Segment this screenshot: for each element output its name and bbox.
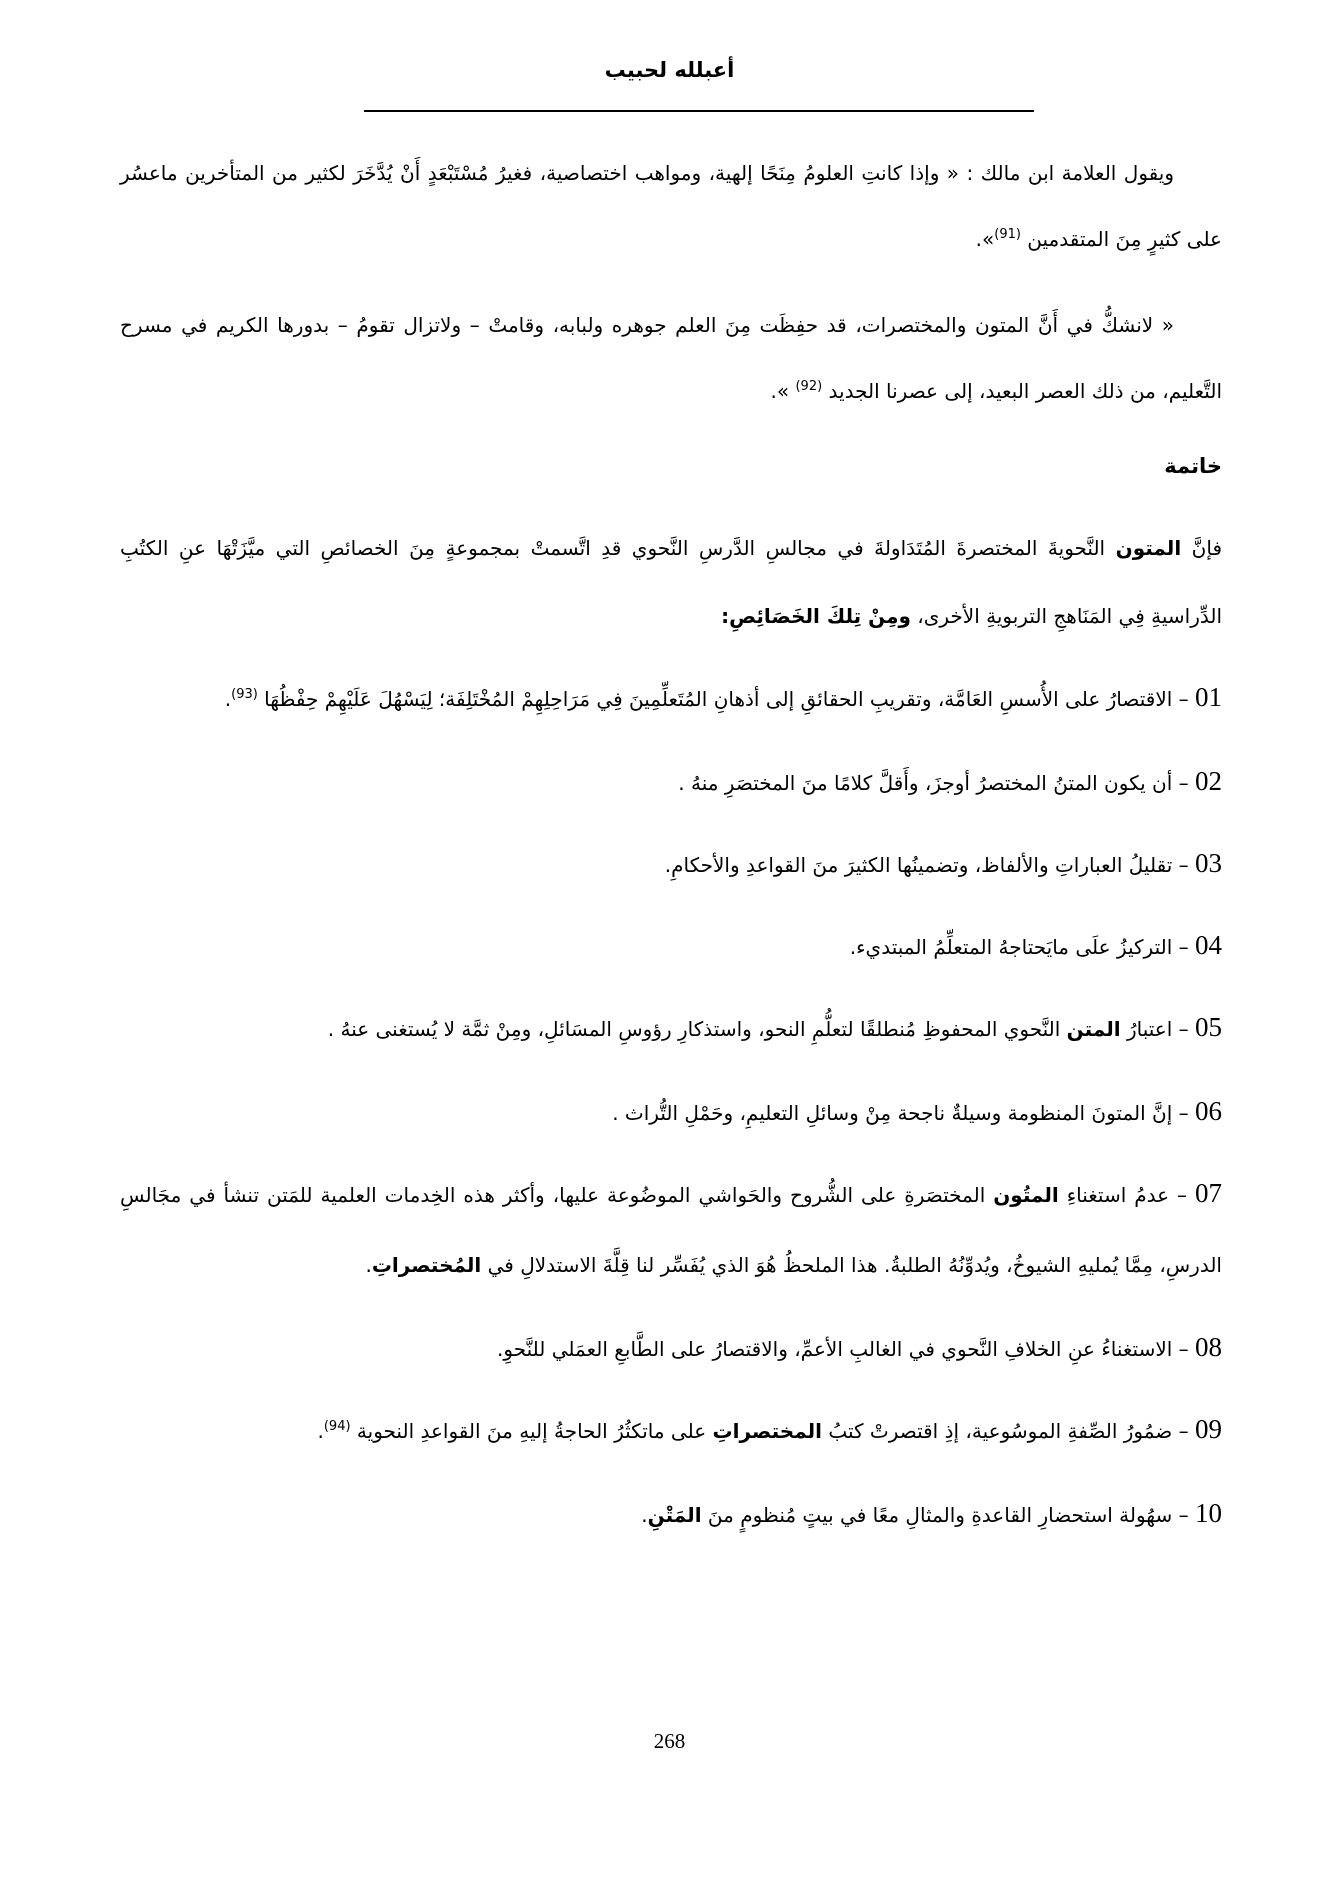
footnote-ref-93: (93) — [231, 687, 258, 703]
footnote-ref-91: (91) — [994, 227, 1021, 243]
section-heading-conclusion: خاتمة — [1164, 454, 1222, 478]
list-item-04: 04 – التركيزُ علَى مايَحتاجهُ المتعلِّمُ المبتديء. — [849, 930, 1222, 960]
list-item-09: 09 – ضمُورُ الصِّفةِ الموسُوعية، إذِ اقتصرتْ كتبُ المختصراتِ على ماتكثُرُ الحاجةُ إليهِ منَ القواعدِ النحوية $^{(94)}$. — [317, 1414, 1222, 1444]
list-item-06: 06 – إنَّ المتونَ المنظومة وسيلةٌ ناجحة مِنْ وسائلِ التعليمِ، وحَمْلِ التُّراث . — [612, 1096, 1222, 1126]
conclusion-intro: فإنَّ المتون النَّحويةَ المختصرةَ المُتَدَاولةَ في مجالسِ الدَّرسِ النَّحوي قدِ اتَّسمتْ بمجموعةٍ مِنَ الخصائصِ التي ميَّزَتْهَا عنِ الكتُبِ الدِّراسيةِ فِي المَنَاهجِ التربويةِ الأخرى، ومِنْ تِلكَ الخَصَائِصِ: — [120, 536, 1223, 628]
running-header: أعبلله لحبيب — [604, 58, 735, 82]
footnote-ref-92: (92) — [795, 379, 823, 395]
list-item-08: 08 – الاستغناءُ عنِ الخلافِ النَّحوي في الغالبِ الأعمِّ، والاقتصارُ على الطَّابعِ العمَلي للنَّحوِ. — [497, 1332, 1222, 1362]
paragraph-mutun-quote: « لانشكُّ في أَنَّ المتون والمختصرات، قد حفِظَت مِنَ العلم جوهره ولبابه، وقامتْ – ولاتزال تقومُ – بدورها الكريم في مسرح التَّعليم، من ذلك العصر البعيد، إلى عصرنا الجديد $^{(92)}$ ». — [120, 313, 1222, 403]
paragraph-ibn-malik-quote: ويقول العلامة ابن مالك : « وإذا كانتِ العلومُ مِنَحًا إلهية، ومواهب اختصاصية، فغيرُ مُسْتَبْعَدٍ أَنْ يُدَّخَرَ لكثير من المتأخرين ماعسُر على كثيرٍ مِنَ المتقدمين $^{(91)}$». — [120, 161, 1222, 251]
list-item-07: 07 – عدمُ استغناءِ المتُون المختصَرةِ على الشُّروح والحَواشي الموضُوعة عليها، وأكثر هذه الخِدمات العلمية للمَتن تنشأ في مجَالسِ الدرسِ، مِمَّا يُمليهِ الشيوخُ، ويُدوِّنُهُ الطلبةُ. هذا الملحظُ هُوَ الذي يُفَسِّر لنا قِلَّةَ الاستدلالِ في المُختصراتِ. — [120, 1178, 1222, 1277]
list-item-02: 02 – أن يكون المتنُ المختصرُ أوجزَ، وأَقلَّ كلامًا منَ المختصَرِ منهُ . — [678, 766, 1222, 796]
list-item-05: 05 – اعتبارُ المتن النَّحوي المحفوظِ مُنطلقًا لتعلُّمِ النحو، واستذكارِ رؤوسِ المسَائلِ، ومِنْ ثمَّة لا يُستغنى عنهُ . — [327, 1012, 1222, 1042]
list-item-03: 03 – تقليلُ العباراتِ والألفاظ، وتضمينُها الكثيرَ منَ القواعدِ والأحكامِ. — [664, 848, 1222, 878]
document-body — [120, 140, 1222, 1560]
list-item-10: 10 – سهُولة استحضارِ القاعدةِ والمثالِ معًا في بيتٍ مُنظومٍ منَ المَتْنِ. — [641, 1498, 1222, 1528]
footnote-ref-94: (94) — [323, 1419, 351, 1435]
header-rule — [364, 110, 1034, 112]
list-item-01: 01 – الاقتصارُ على الأُسسِ العَامَّة، وتقريبِ الحقائقِ إلى أذهانِ المُتَعلِّمِينَ فِي مَرَاحِلِهِمْ المُخْتَلِفَة؛ لِيَسْهُلَ عَلَيْهِمْ حِفْظُهَا $^{(93)}$. — [224, 682, 1222, 712]
page-number: 268 — [653, 1729, 686, 1753]
